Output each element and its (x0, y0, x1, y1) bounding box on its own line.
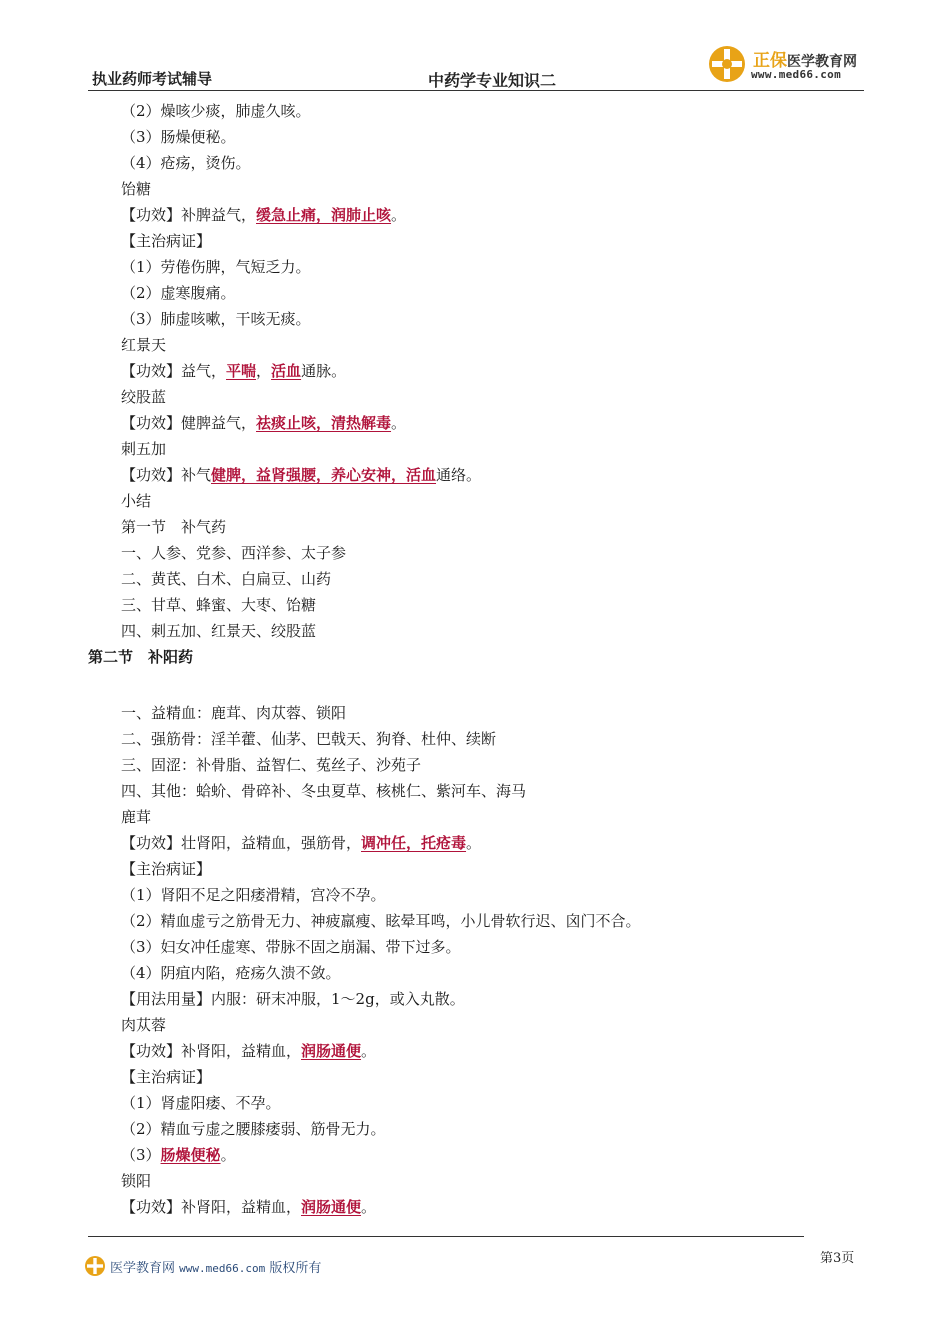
text-line (88, 384, 868, 410)
text-line (88, 908, 868, 934)
text-line (88, 254, 868, 280)
line-text: 绞股蓝 (121, 388, 167, 406)
line-text: 【功效】健脾益气， (121, 414, 257, 432)
line-text: （3）妇女冲任虚寒、带脉不固之崩漏、带下过多。 (121, 938, 461, 956)
line-text: 通脉。 (301, 362, 347, 380)
text-line (88, 124, 868, 150)
line-text: 【主治病证】 (121, 1068, 212, 1086)
line-text: 锁阳 (121, 1172, 152, 1190)
line-text: 【功效】益气， (121, 362, 227, 380)
logo-url: www.med66.com (751, 68, 841, 81)
highlighted-text: 祛痰止咳，清热解毒 (256, 414, 392, 432)
line-text: 【主治病证】 (121, 860, 212, 878)
line-text: 四、刺五加、红景天、绞股蓝 (121, 622, 317, 640)
line-text: （1）肾虚阳痿、不孕。 (121, 1094, 281, 1112)
line-text: 。 (361, 1042, 377, 1060)
line-text: （1）劳倦伤脾，气短乏力。 (121, 258, 311, 276)
text-line (88, 228, 868, 254)
text-line (88, 882, 868, 908)
page-number: 第3页 (820, 1251, 855, 1266)
text-line (88, 1194, 868, 1220)
text-line (88, 726, 868, 752)
footer-copyright: 版权所有 (269, 1261, 322, 1276)
text-line (88, 488, 868, 514)
line-text: （1）肾阳不足之阳痿滑精，宫冷不孕。 (121, 886, 386, 904)
text-line (88, 1142, 868, 1168)
line-text: 。 (391, 414, 407, 432)
site-logo[interactable] (707, 44, 867, 86)
text-line (88, 934, 868, 960)
logo-name: 医学教育网 (787, 54, 857, 70)
highlighted-text: 调冲任，托疮毒 (361, 834, 467, 852)
text-line (88, 1064, 868, 1090)
line-text: 【功效】补肾阳，益精血， (121, 1198, 302, 1216)
line-text: 【功效】壮肾阳，益精血，强筋骨， (121, 834, 362, 852)
line-text: 【功效】补脾益气， (121, 206, 257, 224)
line-text: 第二节 补阳药 (88, 648, 194, 666)
text-line (88, 1012, 868, 1038)
logo-brand: 正保 (753, 51, 787, 71)
text-line (88, 410, 868, 436)
highlighted-text: 肠燥便秘 (160, 1146, 221, 1164)
line-text: 。 (361, 1198, 377, 1216)
line-text: 一、人参、党参、西洋参、太子参 (121, 544, 347, 562)
line-text: 。 (220, 1146, 236, 1164)
line-text: 。 (466, 834, 482, 852)
text-line (88, 700, 868, 726)
line-text: （3）肠燥便秘。 (121, 128, 236, 146)
text-line (88, 1116, 868, 1142)
text-line (88, 436, 868, 462)
line-text: 红景天 (121, 336, 167, 354)
text-line (88, 540, 868, 566)
line-text: （4）疮疡，烫伤。 (121, 154, 251, 172)
highlighted-text: 润肠通便 (301, 1042, 362, 1060)
text-line (88, 202, 868, 228)
text-line (88, 830, 868, 856)
line-text: 三、甘草、蜂蜜、大枣、饴糖 (121, 596, 317, 614)
highlighted-text: 缓急止痛，润肺止咳 (256, 206, 392, 224)
text-line (88, 960, 868, 986)
text-line (88, 306, 868, 332)
text-line (88, 1038, 868, 1064)
line-text: 【用法用量】内服：研末冲服，1～2g，或入丸散。 (121, 990, 465, 1008)
footer-site-url[interactable]: www.med66.com (179, 1262, 266, 1275)
text-line (88, 150, 868, 176)
line-text: 饴糖 (121, 180, 152, 198)
highlighted-text: 润肠通便 (301, 1198, 362, 1216)
text-line (88, 358, 868, 384)
text-line (88, 332, 868, 358)
line-text: （2）精血亏虚之腰膝痿弱、筋骨无力。 (121, 1120, 386, 1138)
line-text: 小结 (121, 492, 152, 510)
line-text: 通络。 (436, 466, 482, 484)
line-text: 第一节 补气药 (121, 518, 227, 536)
text-line (88, 856, 868, 882)
header-left-title: 执业药师考试辅导 (92, 70, 213, 88)
header-center-title: 中药学专业知识二 (428, 71, 557, 90)
text-line (88, 176, 868, 202)
text-line (88, 1168, 868, 1194)
logo-emblem-icon (707, 44, 747, 84)
line-text: ， (256, 362, 272, 380)
text-line (88, 514, 868, 540)
line-text: 二、黄芪、白术、白扁豆、山药 (121, 570, 332, 588)
line-text: 鹿茸 (121, 808, 152, 826)
footer-site-name: 医学教育网 (110, 1261, 176, 1276)
line-text: 二、强筋骨：淫羊藿、仙茅、巴戟天、狗脊、杜仲、续断 (121, 730, 497, 748)
text-line (88, 1090, 868, 1116)
line-text: （3） (121, 1146, 161, 1164)
line-text: 肉苁蓉 (121, 1016, 167, 1034)
text-line (88, 986, 868, 1012)
line-text: 【功效】补气 (121, 466, 212, 484)
text-line (88, 752, 868, 778)
spacer (88, 670, 868, 700)
text-line (88, 592, 868, 618)
text-line (88, 280, 868, 306)
highlighted-text: 健脾，益肾强腰，养心安神，活血 (211, 466, 437, 484)
line-text: 三、固涩：补骨脂、益智仁、菟丝子、沙苑子 (121, 756, 422, 774)
line-text: （4）阴疽内陷，疮疡久溃不敛。 (121, 964, 341, 982)
text-line (88, 618, 868, 644)
highlighted-text: 活血 (271, 362, 302, 380)
document-body (88, 98, 868, 1220)
line-text: 【功效】补肾阳，益精血， (121, 1042, 302, 1060)
section-heading (88, 644, 868, 670)
line-text: （2）燥咳少痰，肺虚久咳。 (121, 102, 311, 120)
line-text: （2）精血虚亏之筋骨无力、神疲羸瘦、眩晕耳鸣，小儿骨软行迟、囟门不合。 (121, 912, 641, 930)
footer-credit (110, 1257, 321, 1276)
line-text: 四、其他：蛤蚧、骨碎补、冬虫夏草、核桃仁、紫河车、海马 (121, 782, 527, 800)
line-text: （3）肺虚咳嗽，干咳无痰。 (121, 310, 311, 328)
line-text: 。 (391, 206, 407, 224)
line-text: 【主治病证】 (121, 232, 212, 250)
footer-logo-icon (84, 1255, 106, 1277)
line-text: 一、益精血：鹿茸、肉苁蓉、锁阳 (121, 704, 347, 722)
text-line (88, 778, 868, 804)
line-text: 刺五加 (121, 440, 167, 458)
header-divider (88, 90, 864, 91)
highlighted-text: 平喘 (226, 362, 257, 380)
text-line (88, 566, 868, 592)
text-line (88, 804, 868, 830)
text-line (88, 98, 868, 124)
text-line (88, 462, 868, 488)
footer-divider (88, 1236, 804, 1237)
line-text: （2）虚寒腹痛。 (121, 284, 236, 302)
